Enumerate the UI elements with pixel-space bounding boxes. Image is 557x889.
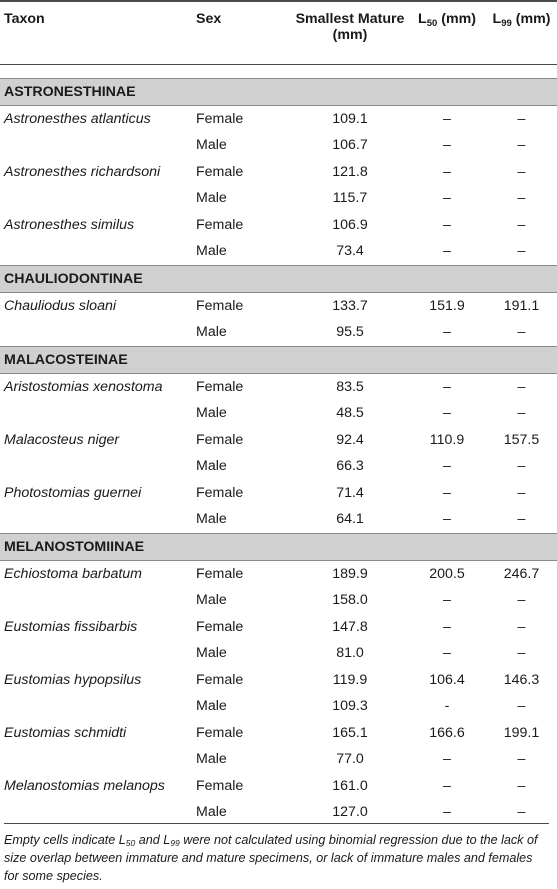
smallest-mature-cell: 77.0 (336, 751, 364, 768)
table-body (0, 64, 557, 826)
l50-cell: – (443, 137, 451, 154)
sex-cell: Female (196, 431, 244, 448)
l50-cell: – (443, 592, 451, 609)
subfamily-name: MALACOSTEINAE (0, 346, 557, 373)
table-row (0, 667, 557, 694)
table-row (0, 560, 557, 587)
sex-cell: Female (196, 671, 244, 688)
taxon-cell: Photostomias guernei (4, 484, 142, 501)
taxon-cell (0, 319, 192, 346)
table-row (0, 292, 557, 319)
subfamily-name: ASTRONESTHINAE (0, 78, 557, 105)
taxon-cell: Eustomias schmidti (4, 724, 127, 741)
sex-cell: Male (196, 511, 227, 528)
footnote-text-3: were not calculated using binomial regression due to the lack of size overlap between immature and mature specimens, or lack of immature males and females for some species. (4, 833, 538, 883)
sex-cell: Male (196, 751, 227, 768)
l99-cell: – (517, 698, 526, 715)
l50-cell: – (443, 324, 451, 341)
table-row (0, 132, 557, 159)
l99-cell: – (517, 163, 526, 180)
footnote-sub-2: 99 (170, 838, 180, 848)
taxon-cell (0, 799, 192, 826)
subfamily-header-row (0, 78, 557, 105)
smallest-mature-cell: 92.4 (336, 431, 364, 448)
l99-cell: – (517, 458, 526, 475)
spacer-row (0, 64, 557, 78)
l50-cell: – (443, 216, 451, 233)
taxon-cell: Chauliodus sloani (4, 297, 116, 314)
table-row (0, 614, 557, 641)
taxon-cell: Astronesthes richardsoni (4, 163, 161, 180)
l50-cell: – (443, 645, 451, 662)
sex-cell: Male (196, 405, 227, 422)
l50-cell: – (443, 163, 451, 180)
smallest-mature-cell: 109.3 (332, 698, 368, 715)
table-row (0, 773, 557, 800)
l99-cell: – (517, 777, 526, 794)
l99-cell: – (517, 618, 526, 635)
table-row (0, 212, 557, 239)
sex-cell: Male (196, 645, 227, 662)
l50-cell: – (443, 458, 451, 475)
l99-subscript: 99 (501, 18, 512, 29)
l50-cell: 151.9 (429, 297, 465, 314)
table-row (0, 693, 557, 720)
l99-cell: – (517, 804, 526, 821)
l50-cell: – (443, 484, 451, 501)
footnote-text-2: and L (135, 833, 171, 847)
smallest-mature-cell: 165.1 (332, 724, 368, 741)
column-header-taxon: Taxon (4, 11, 45, 27)
taxon-cell: Malacosteus niger (4, 431, 120, 448)
table-row (0, 799, 557, 826)
l50-cell: 166.6 (429, 724, 465, 741)
taxon-cell (0, 693, 192, 720)
l99-cell: 157.5 (503, 431, 540, 448)
table-row (0, 480, 557, 507)
sex-cell: Female (196, 777, 244, 794)
l99-cell: – (517, 484, 526, 501)
taxon-cell: Aristostomias xenostoma (4, 378, 163, 395)
table-row (0, 373, 557, 400)
taxon-cell: Astronesthes atlanticus (4, 110, 151, 127)
sex-cell: Female (196, 110, 244, 127)
smallest-mature-cell: 133.7 (332, 297, 368, 314)
taxon-cell: Echiostoma barbatum (4, 565, 143, 582)
footnote-sub-1: 50 (125, 838, 136, 848)
table-row (0, 159, 557, 186)
sex-cell: Male (196, 190, 227, 207)
column-header-l99 (486, 1, 557, 64)
taxon-cell (0, 640, 192, 667)
smallest-mature-cell: 106.7 (332, 137, 368, 154)
smallest-mature-cell: 109.1 (332, 110, 368, 127)
taxon-cell (0, 132, 192, 159)
l50-unit: (mm) (441, 11, 476, 27)
smallest-mature-cell: 189.9 (332, 565, 368, 582)
column-header-l50 (408, 1, 486, 64)
taxon-cell: Astronesthes similus (4, 216, 135, 233)
l50-cell: – (443, 751, 451, 768)
smallest-mature-cell: 147.8 (332, 618, 368, 635)
l50-cell: - (444, 698, 450, 715)
l99-cell: – (517, 378, 526, 395)
smallest-mature-cell: 83.5 (336, 378, 364, 395)
smallest-mature-cell: 158.0 (332, 592, 368, 609)
sex-cell: Female (196, 216, 244, 233)
sex-cell: Female (196, 378, 244, 395)
sex-cell: Male (196, 458, 227, 475)
subfamily-header-row (0, 265, 557, 292)
table-row (0, 185, 557, 212)
taxon-cell (0, 238, 192, 265)
smallest-mature-cell: 121.8 (332, 163, 368, 180)
l50-cell: – (443, 378, 451, 395)
table-row (0, 400, 557, 427)
sex-cell: Male (196, 324, 227, 341)
table-row (0, 105, 557, 132)
l99-cell: – (517, 645, 526, 662)
l99-cell: – (517, 243, 526, 260)
l50-cell: – (443, 804, 451, 821)
smallest-mature-cell: 115.7 (332, 190, 368, 207)
l50-main: L (418, 11, 427, 27)
l50-cell: 110.9 (429, 431, 465, 448)
sex-cell: Male (196, 804, 227, 821)
subfamily-header-row (0, 346, 557, 373)
l50-cell: – (443, 618, 451, 635)
sex-cell: Male (196, 592, 227, 609)
smallest-mature-cell: 95.5 (336, 324, 364, 341)
taxon-cell (0, 587, 192, 614)
taxon-cell (0, 453, 192, 480)
taxon-cell (0, 185, 192, 212)
smallest-mature-cell: 71.4 (336, 484, 364, 501)
footnote-text-1: Empty cells indicate L (4, 833, 126, 847)
l99-cell: 146.3 (503, 671, 540, 688)
l50-cell: – (443, 190, 451, 207)
l99-unit: (mm) (515, 11, 551, 27)
smallest-mature-cell: 127.0 (332, 804, 368, 821)
l50-cell: – (443, 243, 451, 260)
smallest-mature-cell: 119.9 (332, 671, 368, 688)
table-row (0, 746, 557, 773)
column-header-smallest-mature: Smallest Mature (mm) (295, 11, 405, 43)
sex-cell: Male (196, 698, 227, 715)
smallest-mature-cell: 106.9 (332, 216, 368, 233)
l99-cell: – (517, 511, 526, 528)
l99-cell: – (517, 324, 526, 341)
l99-cell: – (517, 751, 526, 768)
sex-cell: Male (196, 243, 227, 260)
smallest-mature-cell: 64.1 (336, 511, 364, 528)
sex-cell: Female (196, 297, 244, 314)
table-row (0, 506, 557, 533)
l50-cell: 106.4 (429, 671, 465, 688)
smallest-mature-cell: 81.0 (336, 645, 364, 662)
table-row (0, 427, 557, 454)
sex-cell: Female (196, 724, 244, 741)
sex-cell: Female (196, 565, 244, 582)
sex-cell: Female (196, 163, 244, 180)
smallest-mature-cell: 48.5 (336, 405, 364, 422)
l50-cell: 200.5 (429, 565, 465, 582)
l99-cell: – (517, 137, 526, 154)
subfamily-name: CHAULIODONTINAE (0, 265, 557, 292)
l50-cell: – (443, 405, 451, 422)
l99-cell: – (517, 405, 526, 422)
l50-subscript: 50 (426, 18, 438, 29)
table-header (0, 1, 557, 64)
l99-main: L (492, 11, 502, 27)
smallest-mature-cell: 161.0 (332, 777, 368, 794)
smallest-mature-cell: 73.4 (336, 243, 364, 260)
table-footnote (4, 823, 549, 885)
l99-cell: – (517, 190, 526, 207)
column-header-sex: Sex (196, 11, 222, 27)
table-row (0, 453, 557, 480)
table-row (0, 238, 557, 265)
table-row (0, 720, 557, 747)
l99-cell: 246.7 (503, 565, 540, 582)
l99-cell: – (517, 592, 526, 609)
subfamily-name: MELANOSTOMIINAE (0, 533, 557, 560)
sex-cell: Female (196, 484, 244, 501)
taxon-cell (0, 506, 192, 533)
table-row (0, 587, 557, 614)
l50-cell: – (443, 511, 451, 528)
taxon-cell (0, 400, 192, 427)
l99-cell: 199.1 (503, 724, 540, 741)
taxon-cell: Eustomias hypopsilus (4, 671, 142, 688)
sex-cell: Female (196, 618, 244, 635)
taxon-cell (0, 746, 192, 773)
l50-cell: – (443, 777, 451, 794)
taxon-cell: Eustomias fissibarbis (4, 618, 138, 635)
table-row (0, 640, 557, 667)
subfamily-header-row (0, 533, 557, 560)
smallest-mature-cell: 66.3 (336, 458, 364, 475)
table-row (0, 319, 557, 346)
taxon-cell: Melanostomias melanops (4, 777, 165, 794)
sex-cell: Male (196, 137, 227, 154)
l50-cell: – (443, 110, 451, 127)
l99-cell: – (517, 216, 526, 233)
l99-cell: 191.1 (503, 297, 540, 314)
l99-cell: – (517, 110, 526, 127)
